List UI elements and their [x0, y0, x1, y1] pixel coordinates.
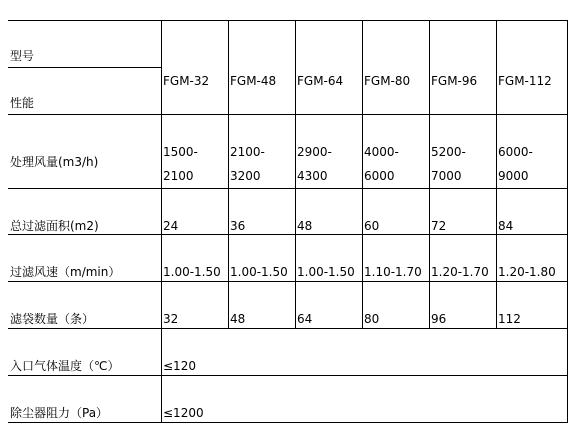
model-header: FGM-112 [498, 74, 552, 88]
bag-count-value: 64 [297, 312, 313, 326]
filter-velocity-value: 1.20-1.70 [431, 265, 489, 279]
airflow-value [364, 140, 399, 188]
row-label-bag-count: 滤袋数量（条） [10, 312, 95, 326]
column-divider [429, 20, 430, 328]
bag-count-value: 80 [364, 312, 380, 326]
filter-area-value: 60 [364, 219, 380, 233]
model-label: 型号 [10, 49, 35, 63]
filter-area-value: 36 [230, 219, 246, 233]
filter-area-value: 48 [297, 219, 313, 233]
airflow-value [297, 140, 332, 188]
airflow-value-line: 2100- [230, 145, 265, 159]
row-divider [8, 188, 568, 189]
airflow-value [163, 140, 198, 188]
bag-count-value: 112 [498, 312, 521, 326]
filter-area-value: 84 [498, 219, 514, 233]
row-label-filter-velocity: 过滤风速（m/min） [10, 265, 121, 279]
spec-table [8, 20, 568, 423]
filter-velocity-value: 1.10-1.70 [364, 265, 422, 279]
header-diagonal-split [8, 67, 161, 68]
column-divider [362, 20, 363, 328]
inlet-temperature-value: ≤120 [163, 359, 196, 373]
airflow-value-line: 9000 [498, 169, 529, 183]
airflow-value [498, 140, 533, 188]
border-right [567, 20, 568, 423]
model-header: FGM-48 [230, 74, 277, 88]
airflow-value-line: 7000 [431, 169, 462, 183]
airflow-value-line: 1500- [163, 145, 198, 159]
airflow-value-line: 4300 [297, 169, 328, 183]
airflow-value-line: 4000- [364, 145, 399, 159]
column-divider [228, 20, 229, 328]
row-label-inlet-temperature: 入口气体温度（℃） [10, 359, 120, 373]
bag-count-value: 96 [431, 312, 447, 326]
airflow-value [230, 140, 265, 188]
bag-count-value: 32 [163, 312, 179, 326]
filter-area-value: 24 [163, 219, 179, 233]
airflow-value-line: 2100 [163, 169, 194, 183]
airflow-value-line: 3200 [230, 169, 261, 183]
airflow-value-line: 6000- [498, 145, 533, 159]
label-column-divider [161, 20, 162, 423]
model-header: FGM-96 [431, 74, 478, 88]
model-header: FGM-32 [163, 74, 210, 88]
border-top [8, 20, 568, 21]
airflow-value-line: 6000 [364, 169, 395, 183]
filter-area-value: 72 [431, 219, 447, 233]
filter-velocity-value: 1.00-1.50 [297, 265, 355, 279]
column-divider [496, 20, 497, 328]
filter-velocity-value: 1.00-1.50 [230, 265, 288, 279]
performance-label: 性能 [10, 96, 35, 110]
filter-velocity-value: 1.00-1.50 [163, 265, 221, 279]
bag-count-value: 48 [230, 312, 246, 326]
row-label-airflow: 处理风量(m3/h) [10, 155, 99, 169]
model-header: FGM-80 [364, 74, 411, 88]
row-label-filter-area: 总过滤面积(m2) [10, 219, 99, 233]
airflow-value-line: 2900- [297, 145, 332, 159]
airflow-value [431, 140, 466, 188]
resistance-value: ≤1200 [163, 406, 204, 420]
row-label-resistance: 除尘器阻力（Pa） [10, 406, 109, 420]
model-header: FGM-64 [297, 74, 344, 88]
airflow-value-line: 5200- [431, 145, 466, 159]
column-divider [295, 20, 296, 328]
row-divider [8, 114, 568, 115]
filter-velocity-value: 1.20-1.80 [498, 265, 556, 279]
